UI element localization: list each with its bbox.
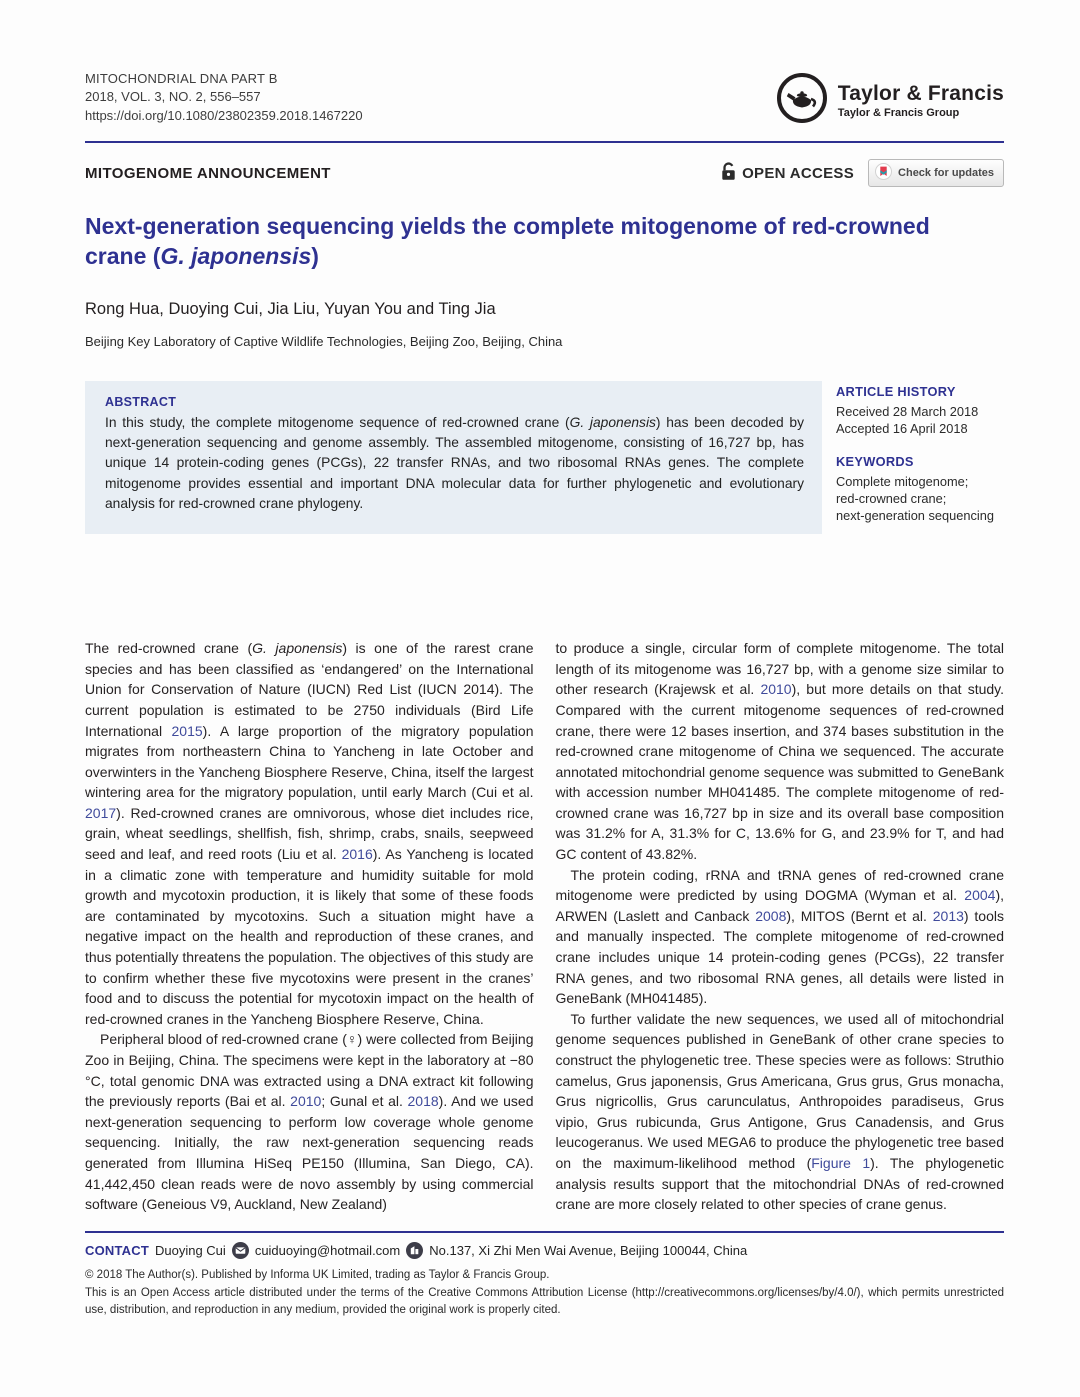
keyword: Complete mitogenome; bbox=[836, 473, 969, 489]
citation-link[interactable]: 2016 bbox=[341, 846, 373, 863]
banner-row bbox=[85, 159, 1004, 187]
journal-volume-line: 2018, VOL. 3, NO. 2, 556–557 bbox=[85, 89, 261, 105]
text-segment: ), MITOS (Bernt et al. bbox=[786, 907, 933, 924]
publisher-group: Taylor & Francis Group bbox=[837, 107, 960, 119]
page-footer bbox=[85, 1231, 1004, 1320]
contact-label: CONTACT bbox=[85, 1242, 149, 1258]
contact-name: Duoying Cui bbox=[154, 1242, 226, 1258]
contact-email-link[interactable]: cuiduoying@hotmail.com bbox=[254, 1242, 401, 1258]
right-column bbox=[556, 638, 1005, 1215]
publisher-name: Taylor & Francis bbox=[837, 82, 1004, 105]
journal-doi-link[interactable]: https://doi.org/10.1080/23802359.2018.1467220 bbox=[85, 107, 363, 123]
crossmark-icon bbox=[875, 163, 892, 183]
text-segment: Peripheral blood of red-crowned crane (♀) were collected from Beijing Zoo in Beijing, China. The specimens were kept in the laboratory at −80 °C, total genomic DNA was extracted using a DNA extract kit following the previously reports (Bai et al. bbox=[85, 1031, 534, 1110]
article-title bbox=[85, 211, 975, 272]
text-segment: ). And we used next-generation sequencing to perform low coverage whole genome sequencing. Initially, the raw next-generation sequencing reads generated from Illumina HiSeq PE150 (Illumina, San Diego, CA). 41,442,450 clean reads were de novo assembly by using commercial software (Geneious V9, Auckland, New Zealand) bbox=[85, 1093, 534, 1213]
open-lock-icon bbox=[721, 162, 736, 185]
body-columns bbox=[85, 638, 1004, 1215]
body-paragraph bbox=[556, 1009, 1005, 1215]
license-text: This is an Open Access article distributed under the terms of the Creative Commons Attribution License (http://creativecommons.org/licenses/by/4.0/), which permits unrestricted use, distribution, and reproduction in any medium, provided the original work is properly cited. bbox=[85, 1286, 1004, 1316]
keyword: red-crowned crane; bbox=[836, 491, 947, 507]
taylor-francis-icon bbox=[776, 72, 828, 129]
contact-address: No.137, Xi Zhi Men Wai Avenue, Beijing 100044, China bbox=[429, 1242, 748, 1258]
text-segment: G. japonensis bbox=[160, 243, 312, 270]
banner-right bbox=[721, 159, 1004, 187]
text-segment: ) tools and manually inspected. The complete mitogenome of red-crowned crane includes unique 14 protein-coding genes (PCGs), 22 transfer RNA genes, and two ribosomal RNA genes, all details were listed in GeneBank (MH041485). bbox=[555, 907, 1004, 1007]
header-divider bbox=[85, 141, 1004, 143]
citation-link[interactable]: 2010 bbox=[760, 681, 792, 698]
contact-line bbox=[85, 1242, 1004, 1259]
address-icon bbox=[406, 1242, 423, 1259]
text-segment: ) is one of the rarest crane species and has been classified as ‘endangered’ on the International Union for Conservation of Nature (IUCN) Red List (IUCN 2014). The current population is estimated to be 2750 individuals (Bird Life International bbox=[85, 640, 534, 739]
author-list: Rong Hua, Duoying Cui, Jia Liu, Yuyan You and Ting Jia bbox=[85, 299, 496, 318]
text-segment: G. japonensis bbox=[252, 640, 343, 657]
text-segment: To further validate the new sequences, we used all of mitochondrial genome sequences published in GeneBank of other crane species to construct the phylogenetic tree. These species were as follows: Struthio camelus, Grus japonensis, Grus Americana, Grus grus, Grus monacha, Grus nigricollis, Grus carunculatus, Anthropoides paradiseus, Grus vipio, Grus rubicunda, Grus Antigone, Grus Canadensis, and Grus leucogeranus. We used MEGA6 to produce the phylogenetic tree based on the maximum-likelihood method ( bbox=[555, 1010, 1004, 1171]
abstract-text bbox=[105, 413, 804, 514]
left-column bbox=[85, 638, 534, 1215]
body-paragraph bbox=[556, 638, 1005, 865]
check-for-updates-button[interactable] bbox=[868, 159, 1004, 187]
citation-link[interactable]: 2018 bbox=[407, 1093, 439, 1110]
text-segment: ) has been decoded by next-generation sequencing and genome assembly. The assembled mitogenome, consisting of 16,727 bp, has unique 14 protein-coding genes (PCGs), 22 transfer RNAs, and two ribosomal RNAs genes. The complete mitogenome provides essential and important DNA molecular data for further phylogenetic and evolutionary analysis for red-crowned crane phylogeny. bbox=[105, 414, 804, 511]
citation-link[interactable]: 2008 bbox=[755, 907, 787, 924]
text-segment: Next-generation sequencing yields the complete mitogenome of red-crowned crane ( bbox=[85, 213, 930, 270]
article-history-sidebar bbox=[836, 381, 1004, 534]
text-segment: ; Gunal et al. bbox=[321, 1093, 408, 1110]
email-icon bbox=[232, 1242, 249, 1259]
text-segment: In this study, the complete mitogenome sequence of red-crowned crane ( bbox=[105, 414, 570, 430]
open-access-label: OPEN ACCESS bbox=[742, 164, 855, 182]
citation-link[interactable]: 2013 bbox=[932, 907, 964, 924]
journal-info bbox=[85, 70, 363, 125]
footer-divider bbox=[85, 1231, 1004, 1233]
affiliation: Beijing Key Laboratory of Captive Wildlife Technologies, Beijing Zoo, Beijing, China bbox=[85, 333, 563, 349]
citation-link[interactable]: 2004 bbox=[964, 887, 996, 904]
text-segment: ). A large proportion of the migratory population migrates from northeastern China to Yancheng in late October and overwinters in the Yancheng Biosphere Reserve, China, itself the largest wintering area for the migratory population, until early March (Cui et al. bbox=[85, 722, 534, 801]
text-segment: ). The phylogenetic analysis results support that the mitochondrial DNAs of red-crowned crane are more closely related to other species of crane genus. bbox=[555, 1154, 1005, 1213]
text-segment: ), but more details on that study. Compared with the current mitogenome sequences of red-crowned crane, there were 12 bases insertion, and 374 bases substitution in the red-crowned crane mitogenome of China we sequenced. The accurate annotated mitochondrial genome sequence was submitted to GeneBank with accession number MH041485. The complete mitogenome of red-crowned crane was 16,727 bp in size and its overall base composition was 31.2% for A, 31.3% for C, 13.6% for G, and 23.9% for T, and had GC content of 43.82%. bbox=[555, 681, 1005, 863]
text-segment: ), ARWEN (Laslett and Canback bbox=[555, 887, 1004, 924]
abstract-section bbox=[85, 381, 1004, 534]
received-date: Received 28 March 2018 bbox=[836, 403, 979, 419]
article-history-heading: ARTICLE HISTORY bbox=[836, 383, 956, 399]
publisher-logo bbox=[776, 72, 1004, 129]
text-segment: G. japonensis bbox=[569, 414, 656, 430]
text-segment: ). As Yancheng is located in a climatic zone with temperature and humidity suitable for mold growth and mycotoxin production, it is likely that some of these foods are contaminated by mycotoxins. Such a situation might have a negative impact on the health and reproduction of these cranes, and thus potentially threatens the population. The objectives of this study are to confirm whether these five mycotoxins were present in the cranes’ food and to discuss the potential for mycotoxin impact on the health of red-crowned cranes in the Yancheng Biosphere Reserve, China. bbox=[85, 846, 534, 1027]
journal-name: MITOCHONDRIAL DNA PART B bbox=[85, 71, 278, 86]
text-segment: The protein coding, rRNA and tRNA genes of red-crowned crane mitogenome were predicted by using DOGMA (Wyman et al. bbox=[555, 866, 1004, 904]
body-paragraph bbox=[85, 638, 534, 1029]
text-segment: ). Red-crowned cranes are omnivorous, whose diet includes rice, grain, wheat seedlings, shellfish, fish, shrimp, crabs, snails, seepweed seed and leaf, and reed roots (Liu et al. bbox=[85, 804, 534, 863]
text-segment: ) bbox=[311, 243, 319, 270]
keywords-heading: KEYWORDS bbox=[836, 453, 914, 469]
body-paragraph bbox=[556, 865, 1005, 1009]
article-type-label: MITOGENOME ANNOUNCEMENT bbox=[85, 164, 331, 182]
keyword: next-generation sequencing bbox=[836, 508, 994, 524]
text-segment: The red-crowned crane ( bbox=[85, 640, 253, 657]
accepted-date: Accepted 16 April 2018 bbox=[836, 421, 968, 437]
masthead bbox=[85, 70, 1004, 129]
citation-link[interactable]: Figure 1 bbox=[811, 1154, 871, 1171]
body-paragraph bbox=[85, 1029, 534, 1214]
check-for-updates-label: Check for updates bbox=[898, 167, 994, 179]
citation-link[interactable]: 2015 bbox=[171, 722, 203, 739]
publisher-name-block bbox=[838, 82, 1004, 119]
citation-link[interactable]: 2010 bbox=[290, 1093, 322, 1110]
copyright-line: © 2018 The Author(s). Published by Informa UK Limited, trading as Taylor & Francis Group. bbox=[85, 1268, 550, 1281]
abstract-box bbox=[85, 381, 822, 534]
abstract-heading: ABSTRACT bbox=[105, 394, 177, 409]
open-access-badge bbox=[721, 162, 854, 185]
text-segment: to produce a single, circular form of complete mitogenome. The total length of its mitogenome was 16,727 bp, with a genome size similar to other research (Krajewsk et al. bbox=[555, 640, 1004, 698]
citation-link[interactable]: 2017 bbox=[85, 804, 117, 821]
